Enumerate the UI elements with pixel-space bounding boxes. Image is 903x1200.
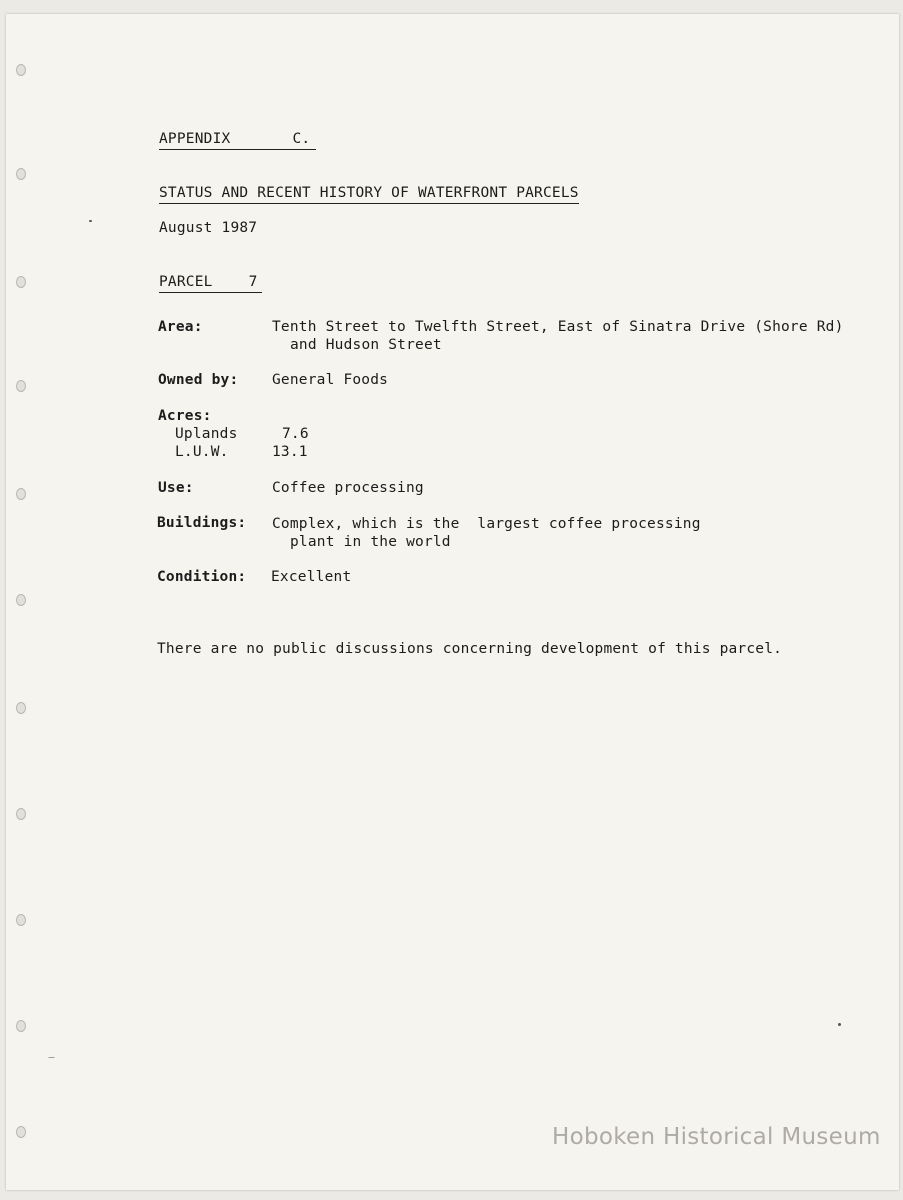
condition-label: Condition: [157, 569, 247, 585]
appendix-label: APPENDIX [159, 131, 231, 147]
appendix-letter: C. [292, 131, 311, 147]
buildings-label: Buildings: [157, 515, 247, 531]
parcel-number: 7 [248, 274, 258, 290]
acres-label: Acres: [158, 408, 212, 424]
owned-by-label: Owned by: [158, 372, 239, 388]
buildings-value-line2: plant in the world [290, 534, 451, 550]
binder-hole [16, 1020, 26, 1032]
binder-hole [16, 64, 26, 76]
owned-by-value: General Foods [272, 372, 389, 388]
paper-speck [48, 1057, 55, 1058]
area-value-line1: Tenth Street to Twelfth Street, East of Sinatra Drive (Shore Rd) [272, 319, 844, 335]
paper-speck [838, 1023, 841, 1026]
use-label: Use: [158, 480, 194, 496]
document-date: August 1987 [159, 220, 258, 236]
parcel-heading [159, 273, 262, 293]
paper-speck [89, 220, 92, 222]
binder-hole [16, 594, 26, 606]
luw-label: L.U.W. [175, 444, 229, 460]
binder-hole [16, 168, 26, 180]
binder-hole [16, 380, 26, 392]
binder-hole [16, 488, 26, 500]
museum-watermark: Hoboken Historical Museum [552, 1124, 881, 1150]
area-label: Area: [158, 319, 203, 335]
luw-value: 13.1 [272, 444, 308, 460]
use-value: Coffee processing [272, 480, 424, 496]
binder-hole [16, 914, 26, 926]
binder-hole [16, 702, 26, 714]
uplands-value: 7.6 [282, 426, 309, 442]
closing-note: There are no public discussions concerning development of this parcel. [157, 641, 783, 657]
binder-hole [16, 1126, 26, 1138]
buildings-value-line1: Complex, which is the largest coffee processing [272, 516, 701, 532]
area-value-line2: and Hudson Street [290, 337, 442, 353]
appendix-heading [159, 130, 316, 150]
document-title: STATUS AND RECENT HISTORY OF WATERFRONT PARCELS [159, 184, 579, 204]
parcel-label: PARCEL [159, 274, 213, 290]
uplands-label: Uplands [175, 426, 238, 442]
condition-value: Excellent [271, 569, 352, 585]
binder-hole [16, 808, 26, 820]
binder-hole [16, 276, 26, 288]
